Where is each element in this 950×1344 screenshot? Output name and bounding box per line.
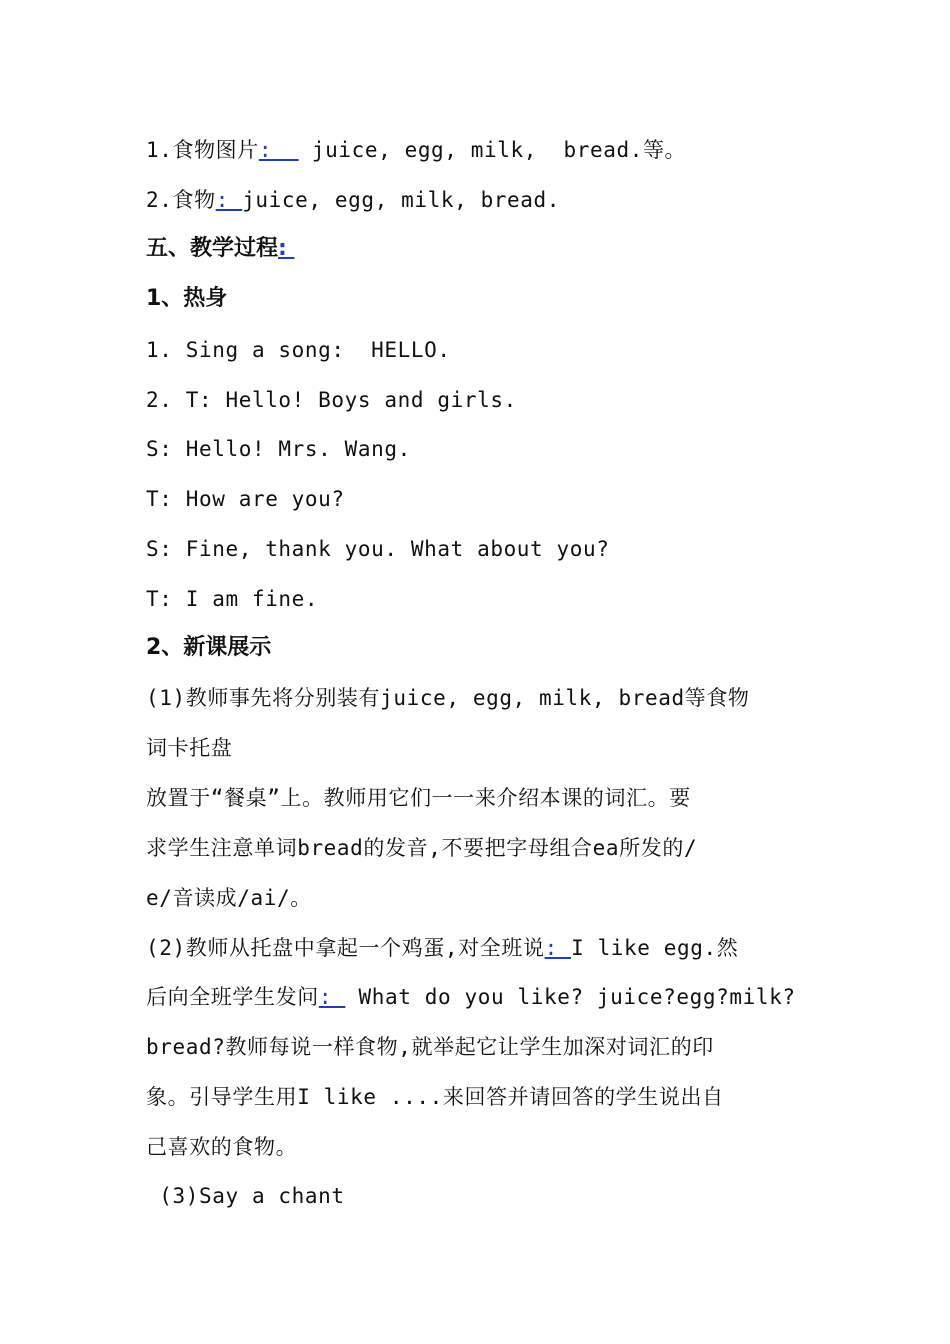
paragraph-1-line: e/音读成/ai/。 xyxy=(146,886,312,910)
warmup-line: 1. Sing a song: HELLO. xyxy=(146,338,451,362)
section-5-heading xyxy=(146,234,294,264)
paragraph-2-line: 象。引导学生用I like ....来回答并请回答的学生说出自 xyxy=(146,1085,724,1109)
paragraph-2-line: bread?教师每说一样食物,就举起它让学生加深对词汇的印 xyxy=(146,1035,714,1059)
colon-link: : xyxy=(544,936,572,960)
paragraph-1-line: (1)教师事先将分别装有juice, egg, milk, bread等食物 xyxy=(146,686,750,710)
colon-link: : xyxy=(258,138,299,162)
warmup-line: T: How are you? xyxy=(146,487,345,511)
warmup-line: 2. T: Hello! Boys and girls. xyxy=(146,388,517,412)
colon-link: : xyxy=(215,188,243,212)
paragraph-1-line: 求学生注意单词bread的发音,不要把字母组合ea所发的/ xyxy=(146,836,698,860)
materials-line-2-label: 2.食物 xyxy=(146,188,216,212)
materials-line-1-label: 1.食物图片 xyxy=(146,138,259,162)
paragraph-2-text: (2)教师从托盘中拿起一个鸡蛋,对全班说 xyxy=(146,936,545,960)
materials-line-1 xyxy=(146,136,826,164)
materials-line-1-text: juice, egg, milk, bread.等。 xyxy=(298,138,687,162)
warmup-line: T: I am fine. xyxy=(146,587,319,611)
paragraph-3-line: (3)Say a chant xyxy=(146,1184,345,1208)
warmup-heading: 1、热身 xyxy=(146,286,228,311)
paragraph-2-line xyxy=(146,983,826,1011)
materials-line-2-text: juice, egg, milk, bread. xyxy=(242,188,561,212)
paragraph-2-text: I like egg.然 xyxy=(571,936,739,960)
colon-link: : xyxy=(278,236,295,261)
paragraph-2-line xyxy=(146,934,826,962)
new-lesson-heading: 2、新课展示 xyxy=(146,635,272,660)
materials-line-2 xyxy=(146,186,826,214)
paragraph-1-line: 放置于“餐桌”上。教师用它们一一来介绍本课的词汇。要 xyxy=(146,786,691,810)
paragraph-2-line: 己喜欢的食物。 xyxy=(146,1135,298,1159)
section-5-title: 五、教学过程 xyxy=(146,236,279,261)
colon-link: : xyxy=(318,985,346,1009)
paragraph-2-text: 后向全班学生发问 xyxy=(146,985,319,1009)
warmup-line: S: Hello! Mrs. Wang. xyxy=(146,437,411,461)
paragraph-1-line: 词卡托盘 xyxy=(146,736,233,760)
paragraph-2-text: What do you like? juice?egg?milk? xyxy=(345,985,796,1009)
warmup-line: S: Fine, thank you. What about you? xyxy=(146,537,610,561)
